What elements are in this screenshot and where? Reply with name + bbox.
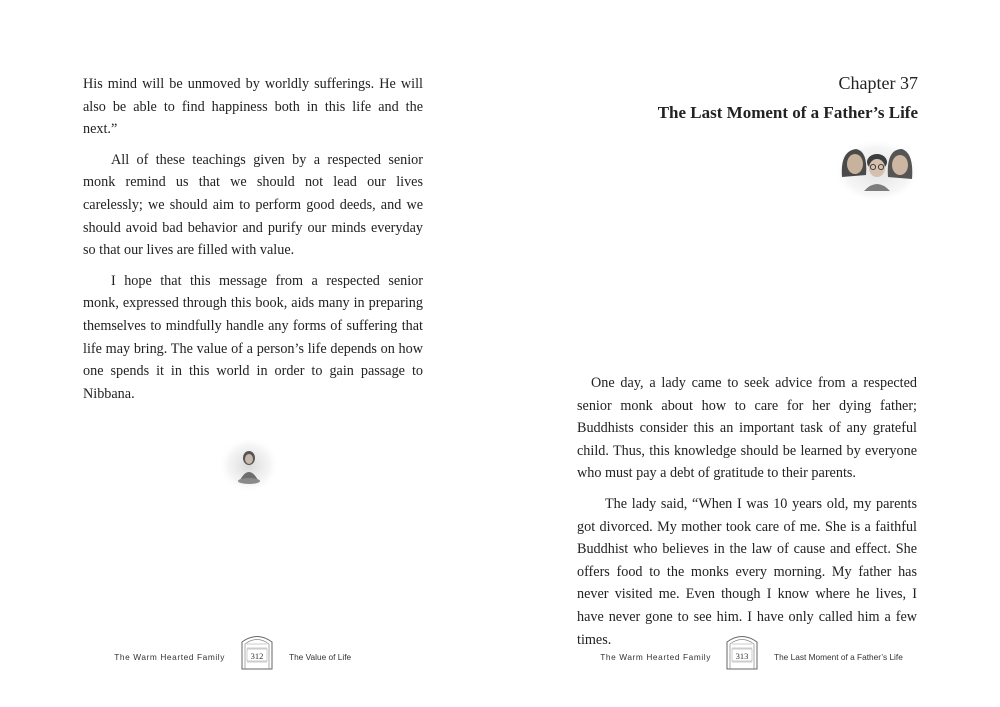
family-illustration (834, 137, 920, 203)
left-page-footer (0, 630, 500, 670)
meditating-child-illustration (218, 436, 280, 494)
chapter-title: The Last Moment of a Father’s Life (657, 103, 918, 122)
footer-book-title: The Warm Hearted Family (114, 652, 225, 662)
page-number: 312 (250, 651, 264, 661)
footer-section-title: The Value of Life (289, 652, 352, 662)
left-page-body (83, 73, 423, 413)
paragraph: I hope that this message from a respected senior monk, expressed through this book, aids many in preparing themselves to mindfully handle any forms of suffering that life may bring. The value of a person’s life depends on how one spends it in this world in order to gain passage to Nibbana. (83, 272, 423, 402)
footer-section-title: The Last Moment of a Father’s Life (774, 652, 903, 662)
right-page-body (577, 372, 917, 659)
footer-book-title: The Warm Hearted Family (600, 652, 711, 662)
page-number: 313 (735, 651, 749, 661)
chapter-number: Chapter 37 (838, 73, 918, 93)
paragraph: The lady said, “When I was 10 years old, my parents got divorced. My mother took care of me. She is a faithful Buddhist who believes in the law of cause and effect. She offers food to the monks every morning. My father has never visited me. Even though I know where he lives, I have never gone to see him. I have only called him a few times. (577, 495, 917, 648)
page-number-frame (239, 630, 275, 670)
paragraph: His mind will be unmoved by worldly sufferings. He will also be able to find happiness both in this life and the next.” (83, 76, 423, 138)
paragraph: All of these teachings given by a respected senior monk remind us that we should not lead our lives carelessly; we should aim to perform good deeds, and we should avoid bad behavior and purify our minds everyday so that our lives are filled with value. (83, 151, 423, 259)
paragraph: One day, a lady came to seek advice from a respected senior monk about how to care for her dying father; Buddhists consider this an important task of any grateful child. Thus, this knowledge should be learned by everyone who must pay a debt of gratitude to their parents. (577, 375, 917, 482)
